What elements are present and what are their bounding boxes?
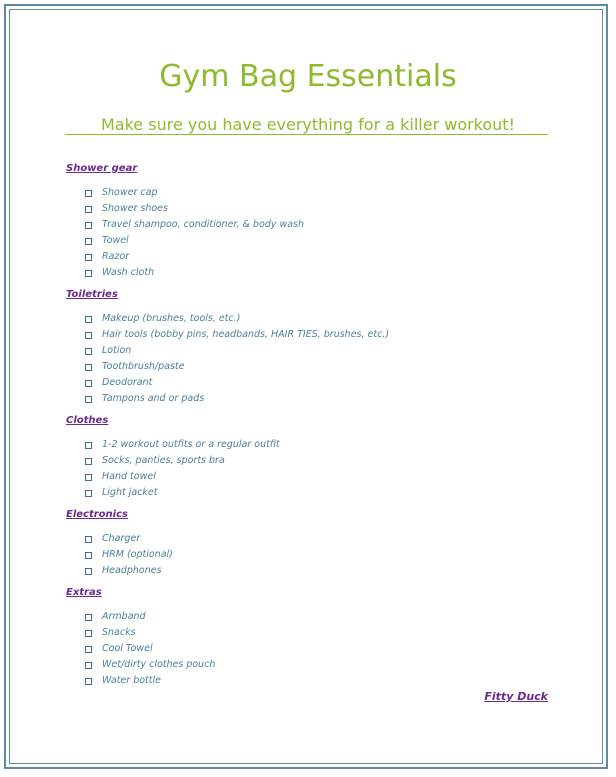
item-label: Hand towel (102, 471, 156, 482)
page-subtitle: Make sure you have everything for a killer workout! (101, 115, 515, 134)
checkbox-icon[interactable] (85, 552, 92, 559)
list-item (66, 391, 546, 407)
section-heading: Extras (66, 587, 102, 598)
item-label: Wet/dirty clothes pouch (102, 659, 216, 670)
checkbox-icon[interactable] (85, 442, 92, 449)
checkbox-icon[interactable] (85, 474, 92, 481)
list-item (66, 609, 546, 625)
item-label: 1-2 workout outfits or a regular outfit (102, 439, 280, 450)
checkbox-icon[interactable] (85, 364, 92, 371)
section-heading: Electronics (66, 509, 128, 520)
item-label: Socks, panties, sports bra (102, 455, 225, 466)
section-heading: Shower gear (66, 163, 138, 174)
checkbox-icon[interactable] (85, 380, 92, 387)
section-electronics (66, 502, 546, 579)
item-list (66, 311, 546, 407)
section-clothes (66, 408, 546, 501)
item-label: Toothbrush/paste (102, 361, 185, 372)
checkbox-icon[interactable] (85, 568, 92, 575)
section-heading: Clothes (66, 415, 109, 426)
list-item (66, 359, 546, 375)
checkbox-icon[interactable] (85, 396, 92, 403)
item-list (66, 437, 546, 501)
checkbox-icon[interactable] (85, 316, 92, 323)
list-item (66, 217, 546, 233)
list-item (66, 469, 546, 485)
item-label: HRM (optional) (102, 549, 173, 560)
checkbox-icon[interactable] (85, 678, 92, 685)
list-item (66, 453, 546, 469)
list-item (66, 201, 546, 217)
section-toiletries (66, 282, 546, 407)
list-item (66, 437, 546, 453)
item-list (66, 185, 546, 281)
item-label: Armband (102, 611, 146, 622)
item-label: Deodorant (102, 377, 153, 388)
list-item (66, 327, 546, 343)
section-extras (66, 580, 546, 689)
list-item (66, 311, 546, 327)
list-item (66, 249, 546, 265)
item-label: Travel shampoo, conditioner, & body wash (102, 219, 305, 230)
list-item (66, 233, 546, 249)
checkbox-icon[interactable] (85, 490, 92, 497)
page-title: Gym Bag Essentials (159, 59, 457, 94)
checkbox-icon[interactable] (85, 614, 92, 621)
list-item (66, 641, 546, 657)
section-shower-gear (66, 156, 546, 281)
item-label: Cool Towel (102, 643, 153, 654)
item-label: Light jacket (102, 487, 158, 498)
item-label: Headphones (102, 565, 162, 576)
checkbox-icon[interactable] (85, 646, 92, 653)
list-item (66, 673, 546, 689)
list-item (66, 485, 546, 501)
checkbox-icon[interactable] (85, 348, 92, 355)
list-item (66, 265, 546, 281)
footer-signature: Fitty Duck (484, 690, 548, 703)
list-item (66, 547, 546, 563)
list-item (66, 343, 546, 359)
checkbox-icon[interactable] (85, 662, 92, 669)
item-list (66, 609, 546, 689)
checkbox-icon[interactable] (85, 254, 92, 261)
item-label: Tampons and or pads (102, 393, 205, 404)
list-item (66, 625, 546, 641)
item-label: Lotion (102, 345, 132, 356)
list-item (66, 375, 546, 391)
checkbox-icon[interactable] (85, 206, 92, 213)
item-label: Towel (102, 235, 129, 246)
list-item (66, 185, 546, 201)
list-item (66, 531, 546, 547)
checkbox-icon[interactable] (85, 238, 92, 245)
checklist (66, 156, 546, 690)
checkbox-icon[interactable] (85, 270, 92, 277)
list-item (66, 657, 546, 673)
item-label: Wash cloth (102, 267, 155, 278)
checkbox-icon[interactable] (85, 536, 92, 543)
checkbox-icon[interactable] (85, 190, 92, 197)
checkbox-icon[interactable] (85, 458, 92, 465)
item-label: Makeup (brushes, tools, etc.) (102, 313, 241, 324)
item-label: Razor (102, 251, 130, 262)
list-item (66, 563, 546, 579)
item-label: Charger (102, 533, 141, 544)
checkbox-icon[interactable] (85, 222, 92, 229)
item-label: Water bottle (102, 675, 161, 686)
title-divider (65, 134, 548, 135)
checkbox-icon[interactable] (85, 332, 92, 339)
item-label: Shower cap (102, 187, 158, 198)
checkbox-icon[interactable] (85, 630, 92, 637)
item-label: Shower shoes (102, 203, 168, 214)
item-label: Hair tools (bobby pins, headbands, HAIR TIES, brushes, etc.) (102, 329, 390, 340)
item-label: Snacks (102, 627, 136, 638)
section-heading: Toiletries (66, 289, 118, 300)
item-list (66, 531, 546, 579)
